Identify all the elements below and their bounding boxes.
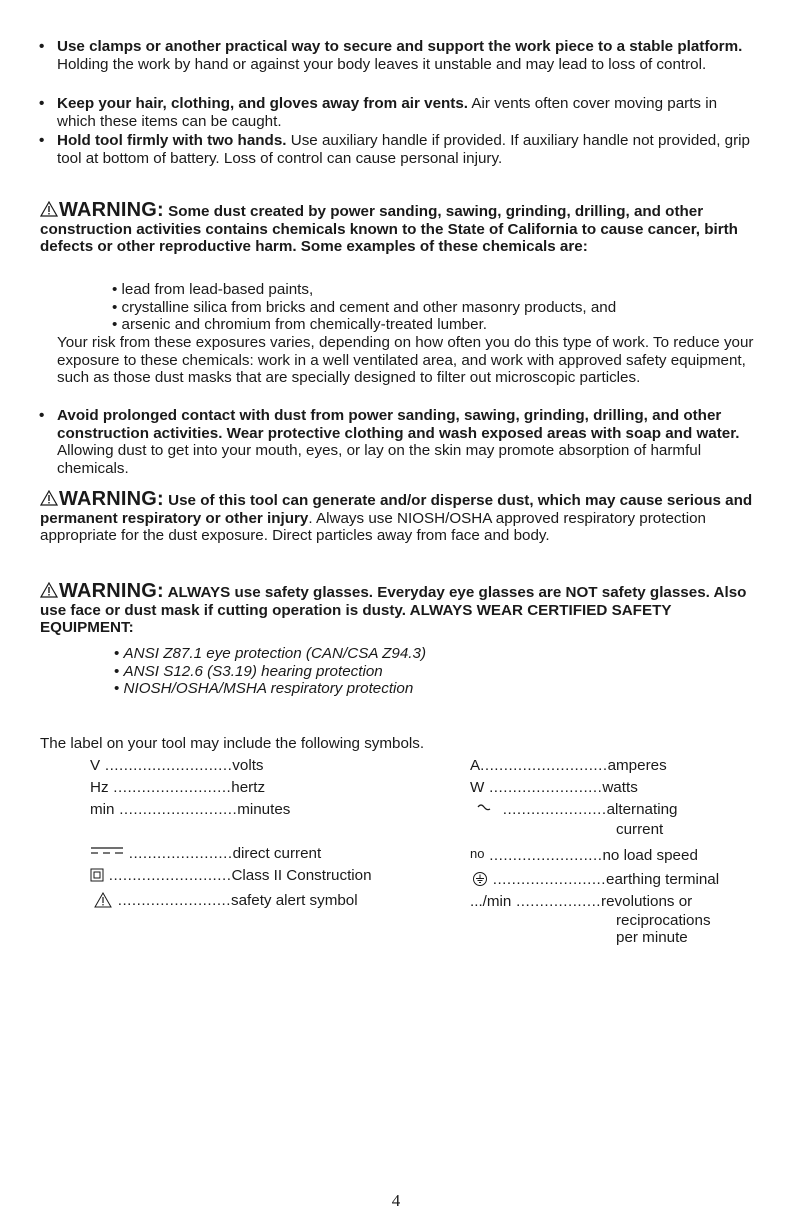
symbol-label: volts xyxy=(232,757,264,774)
list-item: • ANSI Z87.1 eye protection (CAN/CSA Z94.3) xyxy=(114,645,427,662)
leader-dots: .................. xyxy=(511,893,602,910)
leader-dots: ...................... xyxy=(498,801,607,818)
symbol-text: A xyxy=(470,757,481,774)
symbol-label: alternating xyxy=(606,801,678,818)
exposure-paragraph: Your risk from these exposures varies, depending on how often you do this type of work. To reduce your exposure to these chemicals: work in a well ventilated area, and work with approved safety equipment, such as those dust masks that are specially designed to filter out microscopic particles. xyxy=(57,334,754,387)
warning-bold-text: ALWAYS use safety glasses. Everyday eye glasses are NOT safety glasses. Also use face or dust mask if cutting operation is dusty. ALWAYS WEAR CERTIFIED SAFETY EQUIPMENT: xyxy=(40,584,747,637)
safety-alert-icon xyxy=(40,490,58,506)
leader-dots: ........................... xyxy=(100,757,233,774)
direct-current-icon xyxy=(90,845,124,857)
symbol-row-direct-current xyxy=(90,845,321,863)
leader-dots: ......................... xyxy=(108,779,232,796)
bullet-avoid-dust xyxy=(39,407,757,477)
symbol-text: V xyxy=(90,757,101,774)
page-number: 4 xyxy=(391,1191,401,1210)
bullet-dot: • xyxy=(39,95,45,112)
bullet-dot: • xyxy=(39,38,45,55)
symbol-row-alternating-current xyxy=(470,801,678,819)
symbol-label: Class II Construction xyxy=(231,867,372,884)
bullet-dot: • xyxy=(39,132,45,149)
warning-dust xyxy=(40,490,755,545)
list-item: • crystalline silica from bricks and cement and other masonry products, and xyxy=(112,298,617,316)
list-item: • arsenic and chromium from chemically-treated lumber. xyxy=(112,316,488,334)
leader-dots: ........................ xyxy=(484,779,603,796)
leader-dots: ......................... xyxy=(114,801,238,818)
symbol-row-volts xyxy=(90,757,264,775)
symbol-label: hertz xyxy=(231,779,266,796)
leader-dots: ...................... xyxy=(124,845,233,862)
bullet-dot: • xyxy=(39,407,45,424)
symbol-text: W xyxy=(470,779,485,796)
bullet-body-text: Holding the work by hand or against your body leaves it unstable and may lead to loss of control. xyxy=(57,55,707,73)
symbol-row-watts xyxy=(470,779,638,797)
leader-dots: ........................ xyxy=(488,871,606,888)
symbol-label-continuation: per minute xyxy=(616,929,688,946)
warning-label: WARNING: xyxy=(59,488,164,510)
symbol-text: Hz xyxy=(90,779,109,796)
warning-body-text: . Always use NIOSH/OSHA approved respiratory protection appropriate for the dust exposure. Direct particles away from face and body. xyxy=(40,509,706,545)
leader-dots: ........................ xyxy=(484,847,603,864)
warning-safety-glasses xyxy=(40,582,755,637)
bullet-air-vents xyxy=(39,95,757,130)
bullet-bold-text: Avoid prolonged contact with dust from power sanding, sawing, grinding, drilling, and other construction activities. Wear protective clothing and wash exposed areas with soap and water. xyxy=(57,407,740,442)
safety-alert-icon xyxy=(93,892,113,908)
bullet-bold-text: Keep your hair, clothing, and gloves away from air vents. xyxy=(57,95,469,112)
warning-chemicals xyxy=(40,201,755,256)
bullet-body-text: Air vents often cover moving parts in which these items can be caught. xyxy=(57,95,718,130)
leader-dots: ........................... xyxy=(480,757,608,774)
symbol-label: amperes xyxy=(607,757,667,774)
symbol-label: earthing terminal xyxy=(606,871,720,888)
warning-bold-text: Some dust created by power sanding, sawing, grinding, drilling, and other construction activities contains chemicals known to the State of California to cause cancer, birth defects or other reproductive harm. Some examples of these chemicals are: xyxy=(40,203,738,256)
symbol-row-no-load-speed xyxy=(470,845,698,865)
leader-dots: ........................ xyxy=(113,892,231,909)
symbol-label: revolutions or xyxy=(601,893,693,910)
bullet-two-hands xyxy=(39,132,757,167)
symbol-label: watts xyxy=(602,779,638,796)
symbol-row-amperes xyxy=(470,757,667,775)
alternating-current-icon xyxy=(472,802,498,814)
bullet-bold-text: Use clamps or another practical way to secure and support the work piece to a stable platform. xyxy=(57,38,743,55)
symbol-label: direct current xyxy=(232,845,322,862)
chemical-examples-list xyxy=(112,281,712,334)
bullet-clamps xyxy=(39,38,757,73)
list-item: • NIOSH/OSHA/MSHA respiratory protection xyxy=(114,680,414,698)
leader-dots: .......................... xyxy=(104,867,232,884)
symbol-label-continuation: reciprocations xyxy=(616,912,711,929)
symbol-text: .../min xyxy=(470,893,512,910)
symbol-label-continuation: current xyxy=(616,821,664,838)
safety-alert-icon xyxy=(40,201,58,217)
symbol-label: minutes xyxy=(237,801,291,818)
symbol-row-earthing-terminal xyxy=(470,871,719,889)
list-item: • ANSI S12.6 (S3.19) hearing protection xyxy=(114,662,383,680)
safety-equipment-list xyxy=(114,645,714,698)
bullet-bold-text: Hold tool firmly with two hands. xyxy=(57,132,287,149)
warning-label: WARNING: xyxy=(59,580,164,602)
symbol-row-revolutions xyxy=(470,893,692,911)
symbol-row-class-ii xyxy=(90,867,372,885)
warning-label: WARNING: xyxy=(59,199,164,221)
symbol-label: no load speed xyxy=(602,847,698,864)
warning-bold-text: Use of this tool can generate and/or disperse dust, which may cause serious and permanent respiratory or other injury xyxy=(40,492,753,527)
symbol-text: min xyxy=(90,801,115,818)
symbol-row-minutes xyxy=(90,801,290,819)
list-item: • lead from lead-based paints, xyxy=(112,281,314,298)
bullet-body-text: Allowing dust to get into your mouth, eyes, or lay on the skin may promote absorption of harmful chemicals. xyxy=(57,442,702,477)
symbols-intro: The label on your tool may include the following symbols. xyxy=(40,735,425,752)
symbol-text: no xyxy=(470,846,485,861)
symbol-label: safety alert symbol xyxy=(231,892,358,909)
class-ii-construction-icon xyxy=(90,868,104,882)
bullet-body-text: Use auxiliary handle if provided. If auxiliary handle not provided, grip tool at bottom of battery. Loss of control can cause personal injury. xyxy=(57,132,750,167)
earthing-terminal-icon xyxy=(472,871,488,887)
safety-alert-icon xyxy=(40,582,58,598)
symbol-row-safety-alert xyxy=(90,892,358,910)
symbol-row-hertz xyxy=(90,779,265,797)
